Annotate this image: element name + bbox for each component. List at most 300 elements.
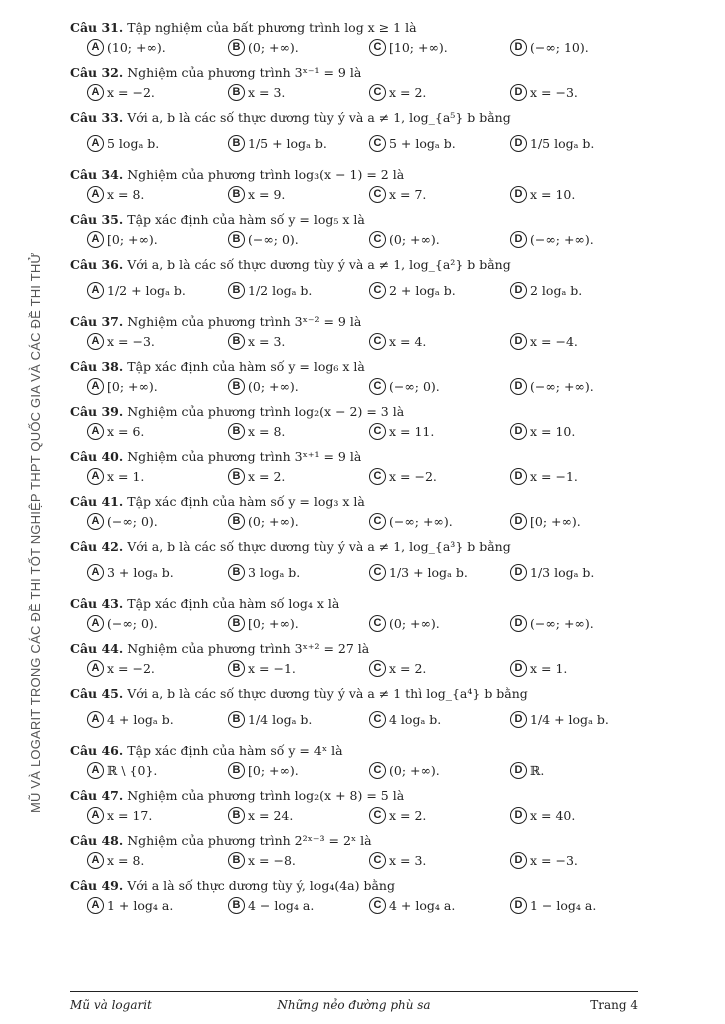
option-letter-circle: B — [228, 423, 245, 440]
answer-option — [228, 513, 369, 530]
option-text: x = 3. — [248, 333, 286, 349]
question-text: Nghiệm của phương trình 3ˣ⁺¹ = 9 là — [127, 449, 362, 464]
footer-center: Những nẻo đường phù sa — [277, 998, 431, 1012]
option-text: x = 3. — [248, 84, 286, 100]
answer-options — [70, 420, 670, 442]
option-letter-circle: C — [369, 564, 386, 581]
answer-option — [510, 762, 651, 779]
option-letter-circle: A — [87, 378, 104, 395]
answer-option — [87, 807, 228, 824]
answer-options — [70, 894, 670, 916]
answer-option — [510, 282, 651, 299]
option-text: x = 2. — [389, 84, 427, 100]
option-letter-circle: A — [87, 333, 104, 350]
option-text: (10; +∞). — [107, 39, 166, 55]
option-text: 1 − log₄ a. — [530, 897, 597, 913]
question-number: Câu 41. — [70, 494, 124, 509]
option-text: [0; +∞). — [530, 513, 581, 529]
option-text: 2 + logₐ b. — [389, 282, 456, 298]
question-number: Câu 33. — [70, 110, 124, 125]
page-footer — [70, 991, 638, 1012]
answer-option — [228, 84, 369, 101]
question — [70, 686, 670, 743]
option-letter-circle: D — [510, 852, 527, 869]
question-list — [70, 20, 670, 923]
option-text: [10; +∞). — [389, 39, 448, 55]
option-text: x = 4. — [389, 333, 427, 349]
option-letter-circle: A — [87, 615, 104, 632]
answer-option — [510, 135, 651, 152]
option-letter-circle: D — [510, 807, 527, 824]
option-text: [0; +∞). — [248, 762, 299, 778]
option-letter-circle: B — [228, 660, 245, 677]
answer-option — [369, 282, 510, 299]
question — [70, 20, 670, 65]
option-text: 1 + log₄ a. — [107, 897, 174, 913]
option-letter-circle: B — [228, 135, 245, 152]
option-letter-circle: A — [87, 660, 104, 677]
answer-option — [510, 660, 651, 677]
option-text: x = 8. — [107, 186, 145, 202]
option-letter-circle: B — [228, 468, 245, 485]
option-text: 5 + logₐ b. — [389, 135, 456, 151]
option-text: 1/2 logₐ b. — [248, 282, 313, 298]
question-number: Câu 42. — [70, 539, 124, 554]
question-number: Câu 49. — [70, 878, 124, 893]
option-text: x = 7. — [389, 186, 427, 202]
option-letter-circle: D — [510, 39, 527, 56]
option-letter-circle: B — [228, 39, 245, 56]
question-stem — [70, 167, 670, 183]
option-letter-circle: C — [369, 615, 386, 632]
option-text: ℝ \ {0}. — [107, 762, 158, 778]
option-letter-circle: C — [369, 378, 386, 395]
option-text: (−∞; +∞). — [530, 231, 594, 247]
option-letter-circle: B — [228, 807, 245, 824]
question-text: Nghiệm của phương trình log₂(x + 8) = 5 là — [127, 788, 405, 803]
question-stem — [70, 359, 670, 375]
option-text: (0; +∞). — [389, 762, 440, 778]
answer-option — [87, 564, 228, 581]
option-text: [0; +∞). — [248, 615, 299, 631]
option-text: x = −2. — [107, 660, 155, 676]
option-text: (0; +∞). — [389, 615, 440, 631]
answer-option — [228, 333, 369, 350]
question-text: Tập xác định của hàm số y = 4ˣ là — [127, 743, 343, 758]
option-letter-circle: B — [228, 84, 245, 101]
question-number: Câu 45. — [70, 686, 124, 701]
option-text: x = 40. — [530, 807, 576, 823]
option-letter-circle: D — [510, 897, 527, 914]
answer-options — [70, 228, 670, 250]
answer-options — [70, 375, 670, 397]
option-text: (−∞; 10). — [530, 39, 589, 55]
answer-option — [369, 762, 510, 779]
option-letter-circle: D — [510, 135, 527, 152]
answer-option — [87, 615, 228, 632]
answer-option — [87, 84, 228, 101]
option-letter-circle: A — [87, 852, 104, 869]
option-text: x = −1. — [248, 660, 296, 676]
question — [70, 833, 670, 878]
option-text: x = 9. — [248, 186, 286, 202]
option-text: (−∞; 0). — [389, 378, 440, 394]
option-text: 1/5 logₐ b. — [530, 135, 595, 151]
answer-option — [228, 615, 369, 632]
answer-option — [369, 135, 510, 152]
question-text: Với a, b là các số thực dương tùy ý và a ≠ 1, log_{a³} b bằng — [127, 539, 511, 554]
option-text: (−∞; +∞). — [530, 378, 594, 394]
side-title: MŨ VÀ LOGARIT TRONG CÁC ĐỀ THI TỐT NGHIỆP THPT QUỐC GIA VÀ CÁC ĐỀ THI THỬ — [28, 252, 43, 813]
option-text: x = 8. — [248, 423, 286, 439]
option-text: 1/2 + logₐ b. — [107, 282, 186, 298]
question — [70, 110, 670, 167]
option-text: [0; +∞). — [107, 378, 158, 394]
answer-option — [369, 84, 510, 101]
answer-option — [87, 378, 228, 395]
answer-option — [87, 513, 228, 530]
option-letter-circle: C — [369, 513, 386, 530]
question-text: Nghiệm của phương trình log₂(x − 2) = 3 là — [127, 404, 405, 419]
option-letter-circle: B — [228, 333, 245, 350]
option-letter-circle: A — [87, 762, 104, 779]
option-text: x = 8. — [107, 852, 145, 868]
question-number: Câu 40. — [70, 449, 124, 464]
option-letter-circle: A — [87, 186, 104, 203]
question — [70, 314, 670, 359]
option-text: (−∞; +∞). — [530, 615, 594, 631]
option-letter-circle: D — [510, 615, 527, 632]
question-text: Tập xác định của hàm số log₄ x là — [127, 596, 340, 611]
question-number: Câu 37. — [70, 314, 124, 329]
question — [70, 404, 670, 449]
question-text: Với a, b là các số thực dương tùy ý và a ≠ 1 thì log_{a⁴} b bằng — [127, 686, 528, 701]
option-letter-circle: C — [369, 282, 386, 299]
footer-left: Mũ và logarit — [70, 998, 152, 1012]
answer-option — [369, 378, 510, 395]
option-text: 4 + logₐ b. — [107, 711, 174, 727]
answer-options — [70, 759, 670, 781]
question-text: Nghiệm của phương trình 2²ˣ⁻³ = 2ˣ là — [127, 833, 372, 848]
answer-option — [87, 468, 228, 485]
option-letter-circle: C — [369, 897, 386, 914]
answer-options — [70, 183, 670, 205]
question-number: Câu 31. — [70, 20, 124, 35]
question-stem — [70, 494, 670, 510]
option-text: 1/3 logₐ b. — [530, 564, 595, 580]
answer-option — [87, 135, 228, 152]
answer-options — [70, 126, 670, 160]
option-letter-circle: C — [369, 807, 386, 824]
option-letter-circle: C — [369, 660, 386, 677]
question-stem — [70, 539, 670, 555]
answer-option — [228, 807, 369, 824]
option-text: x = −3. — [530, 84, 578, 100]
question-text: Nghiệm của phương trình 3ˣ⁺² = 27 là — [127, 641, 370, 656]
question — [70, 494, 670, 539]
answer-option — [510, 186, 651, 203]
answer-option — [87, 282, 228, 299]
answer-option — [510, 231, 651, 248]
answer-options — [70, 702, 670, 736]
answer-options — [70, 36, 670, 58]
option-text: x = −3. — [530, 852, 578, 868]
question-stem — [70, 743, 670, 759]
answer-option — [369, 615, 510, 632]
option-text: x = 10. — [530, 186, 576, 202]
option-text: x = −2. — [107, 84, 155, 100]
question-stem — [70, 212, 670, 228]
question — [70, 167, 670, 212]
answer-option — [369, 564, 510, 581]
answer-option — [369, 513, 510, 530]
option-letter-circle: D — [510, 660, 527, 677]
option-letter-circle: D — [510, 231, 527, 248]
answer-options — [70, 510, 670, 532]
answer-options — [70, 465, 670, 487]
option-text: (−∞; 0). — [107, 513, 158, 529]
option-text: 3 logₐ b. — [248, 564, 301, 580]
option-letter-circle: C — [369, 84, 386, 101]
question-stem — [70, 449, 670, 465]
answer-option — [87, 39, 228, 56]
option-text: (−∞; +∞). — [389, 513, 453, 529]
option-letter-circle: B — [228, 762, 245, 779]
question — [70, 878, 670, 923]
option-text: 4 + log₄ a. — [389, 897, 456, 913]
option-letter-circle: B — [228, 282, 245, 299]
answer-option — [369, 711, 510, 728]
answer-option — [87, 333, 228, 350]
option-text: (0; +∞). — [248, 513, 299, 529]
question-number: Câu 36. — [70, 257, 124, 272]
option-text: x = 1. — [107, 468, 145, 484]
option-letter-circle: A — [87, 564, 104, 581]
answer-option — [228, 762, 369, 779]
answer-option — [510, 468, 651, 485]
option-text: (0; +∞). — [389, 231, 440, 247]
question — [70, 743, 670, 788]
option-text: 1/4 logₐ b. — [248, 711, 313, 727]
answer-option — [369, 39, 510, 56]
question — [70, 257, 670, 314]
answer-options — [70, 330, 670, 352]
answer-option — [369, 852, 510, 869]
question — [70, 641, 670, 686]
answer-option — [369, 897, 510, 914]
option-text: 1/3 + logₐ b. — [389, 564, 468, 580]
option-text: 4 logₐ b. — [389, 711, 442, 727]
answer-option — [87, 231, 228, 248]
footer-page-number: Trang 4 — [590, 998, 638, 1012]
question-number: Câu 46. — [70, 743, 124, 758]
option-letter-circle: A — [87, 231, 104, 248]
answer-option — [510, 378, 651, 395]
question-stem — [70, 314, 670, 330]
option-letter-circle: D — [510, 564, 527, 581]
answer-option — [87, 423, 228, 440]
answer-option — [87, 186, 228, 203]
answer-option — [228, 423, 369, 440]
question-text: Nghiệm của phương trình 3ˣ⁻¹ = 9 là — [127, 65, 362, 80]
question — [70, 212, 670, 257]
question-number: Câu 34. — [70, 167, 124, 182]
option-text: x = 17. — [107, 807, 153, 823]
option-letter-circle: B — [228, 897, 245, 914]
option-text: (−∞; 0). — [248, 231, 299, 247]
option-letter-circle: D — [510, 468, 527, 485]
option-letter-circle: D — [510, 513, 527, 530]
question-stem — [70, 878, 670, 894]
option-text: (0; +∞). — [248, 378, 299, 394]
answer-options — [70, 555, 670, 589]
answer-options — [70, 273, 670, 307]
answer-option — [369, 423, 510, 440]
answer-option — [228, 897, 369, 914]
option-text: (0; +∞). — [248, 39, 299, 55]
option-text: x = 2. — [389, 807, 427, 823]
option-letter-circle: B — [228, 852, 245, 869]
question-number: Câu 35. — [70, 212, 124, 227]
option-text: x = 10. — [530, 423, 576, 439]
question-text: Với a, b là các số thực dương tùy ý và a ≠ 1, log_{a⁵} b bằng — [127, 110, 511, 125]
option-letter-circle: D — [510, 333, 527, 350]
question — [70, 449, 670, 494]
answer-option — [228, 186, 369, 203]
option-letter-circle: C — [369, 231, 386, 248]
option-letter-circle: A — [87, 468, 104, 485]
option-text: x = −1. — [530, 468, 578, 484]
answer-options — [70, 657, 670, 679]
option-letter-circle: B — [228, 615, 245, 632]
question-text: Tập xác định của hàm số y = log₆ x là — [127, 359, 365, 374]
answer-option — [369, 186, 510, 203]
answer-option — [510, 423, 651, 440]
option-letter-circle: A — [87, 84, 104, 101]
option-text: 2 logₐ b. — [530, 282, 583, 298]
option-letter-circle: B — [228, 711, 245, 728]
option-letter-circle: B — [228, 231, 245, 248]
answer-option — [369, 468, 510, 485]
question-stem — [70, 257, 670, 273]
question-stem — [70, 641, 670, 657]
option-text: x = 2. — [389, 660, 427, 676]
answer-option — [510, 615, 651, 632]
option-letter-circle: D — [510, 186, 527, 203]
answer-option — [228, 378, 369, 395]
question-stem — [70, 686, 670, 702]
question-stem — [70, 596, 670, 612]
option-letter-circle: A — [87, 711, 104, 728]
answer-option — [228, 231, 369, 248]
option-letter-circle: D — [510, 762, 527, 779]
option-text: 1/4 + logₐ b. — [530, 711, 609, 727]
option-text: x = −4. — [530, 333, 578, 349]
option-text: x = 1. — [530, 660, 568, 676]
answer-option — [228, 135, 369, 152]
answer-option — [510, 513, 651, 530]
question-text: Tập nghiệm của bất phương trình log x ≥ 1 là — [127, 20, 417, 35]
option-letter-circle: C — [369, 186, 386, 203]
answer-option — [228, 852, 369, 869]
answer-option — [510, 807, 651, 824]
answer-option — [369, 660, 510, 677]
answer-option — [510, 84, 651, 101]
answer-options — [70, 612, 670, 634]
question-text: Với a, b là các số thực dương tùy ý và a ≠ 1, log_{a²} b bằng — [127, 257, 511, 272]
answer-option — [228, 468, 369, 485]
question-stem — [70, 404, 670, 420]
option-letter-circle: C — [369, 852, 386, 869]
question — [70, 596, 670, 641]
question-text: Nghiệm của phương trình 3ˣ⁻² = 9 là — [127, 314, 362, 329]
question-stem — [70, 833, 670, 849]
question-text: Tập xác định của hàm số y = log₃ x là — [127, 494, 365, 509]
option-letter-circle: A — [87, 39, 104, 56]
option-text: x = −2. — [389, 468, 437, 484]
question-stem — [70, 788, 670, 804]
option-text: 3 + logₐ b. — [107, 564, 174, 580]
answer-options — [70, 804, 670, 826]
answer-option — [510, 711, 651, 728]
answer-option — [87, 897, 228, 914]
answer-option — [228, 711, 369, 728]
option-letter-circle: D — [510, 711, 527, 728]
question — [70, 65, 670, 110]
answer-option — [87, 711, 228, 728]
answer-option — [369, 807, 510, 824]
answer-option — [228, 660, 369, 677]
answer-options — [70, 849, 670, 871]
option-text: ℝ. — [530, 762, 545, 778]
option-letter-circle: C — [369, 333, 386, 350]
answer-option — [510, 333, 651, 350]
question-stem — [70, 65, 670, 81]
option-letter-circle: A — [87, 513, 104, 530]
option-letter-circle: A — [87, 282, 104, 299]
option-text: x = 11. — [389, 423, 435, 439]
option-letter-circle: B — [228, 186, 245, 203]
answer-option — [228, 282, 369, 299]
answer-option — [510, 897, 651, 914]
question-number: Câu 32. — [70, 65, 124, 80]
option-letter-circle: C — [369, 762, 386, 779]
answer-option — [87, 660, 228, 677]
answer-options — [70, 81, 670, 103]
option-text: x = 2. — [248, 468, 286, 484]
option-letter-circle: B — [228, 513, 245, 530]
option-letter-circle: C — [369, 135, 386, 152]
option-text: x = 24. — [248, 807, 294, 823]
option-letter-circle: D — [510, 84, 527, 101]
option-text: (−∞; 0). — [107, 615, 158, 631]
option-text: x = 6. — [107, 423, 145, 439]
question — [70, 359, 670, 404]
question-number: Câu 47. — [70, 788, 124, 803]
question-text: Nghiệm của phương trình log₃(x − 1) = 2 là — [127, 167, 405, 182]
option-letter-circle: A — [87, 897, 104, 914]
question-text: Tập xác định của hàm số y = log₅ x là — [127, 212, 365, 227]
option-letter-circle: A — [87, 423, 104, 440]
option-letter-circle: C — [369, 468, 386, 485]
answer-option — [369, 333, 510, 350]
option-letter-circle: A — [87, 135, 104, 152]
option-text: 4 − log₄ a. — [248, 897, 315, 913]
question-number: Câu 48. — [70, 833, 124, 848]
option-letter-circle: C — [369, 39, 386, 56]
option-letter-circle: B — [228, 378, 245, 395]
answer-option — [510, 564, 651, 581]
